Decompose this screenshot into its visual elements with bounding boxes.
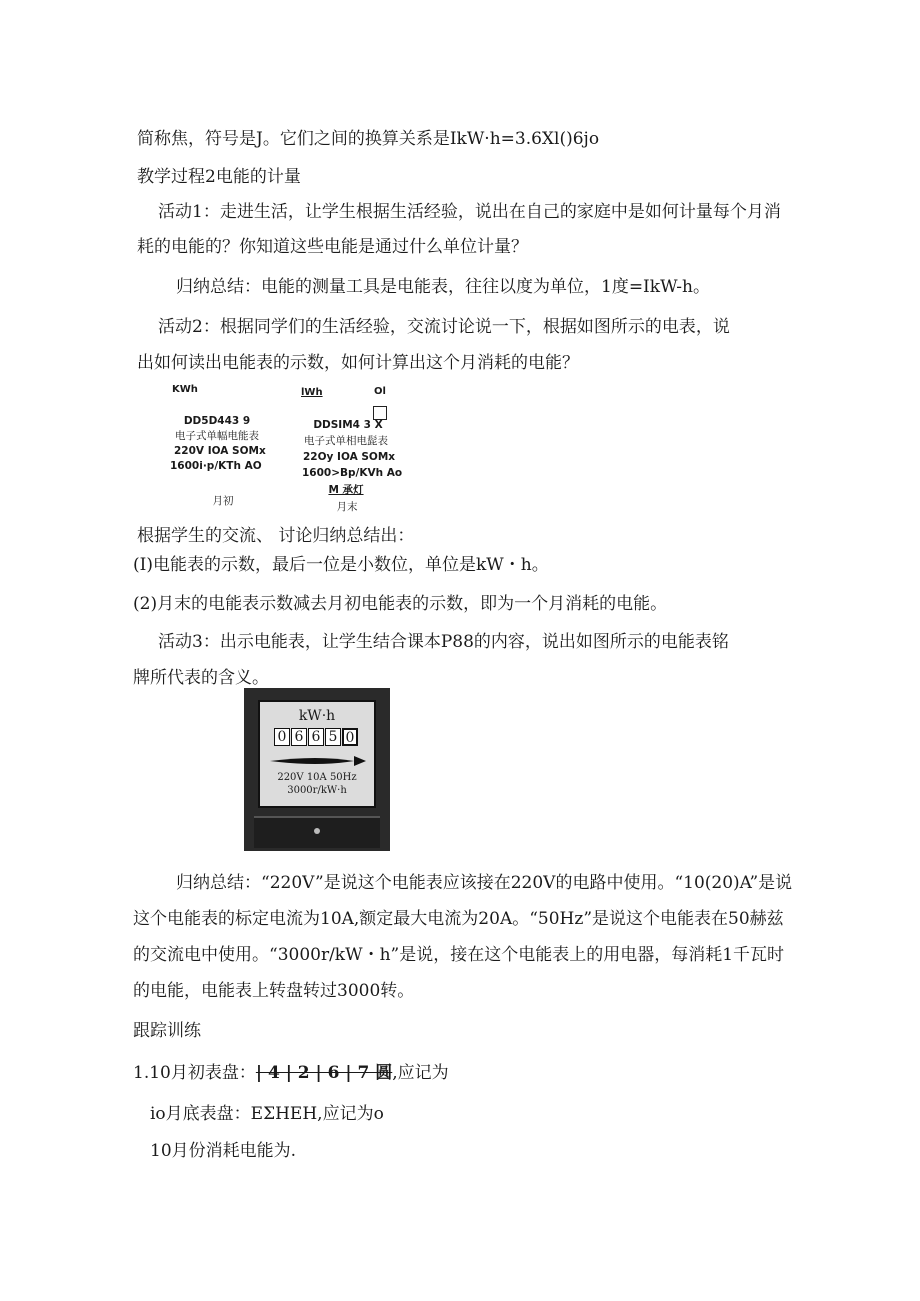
meter-digit-decimal: 0 xyxy=(342,728,358,746)
meter-digit: 5 xyxy=(325,728,341,746)
text-line: 出如何读出电能表的示数，如何计算出这个月消耗的电能？ xyxy=(137,353,579,373)
meter-right-type: 电子式单相电髭表 xyxy=(304,435,388,447)
question-line: io月底表盘：EΣHEH,应记为o xyxy=(150,1104,384,1124)
meter-digit: 6 xyxy=(291,728,307,746)
question-text: ,应记为 xyxy=(392,1063,449,1083)
text-line: 根据学生的交流、 讨论归纳总结出： xyxy=(137,526,415,546)
meter-left-caption: 月初 xyxy=(212,495,234,507)
text-line: 活动2：根据同学们的生活经验，交流讨论说一下，根据如图所示的电表，说 xyxy=(158,317,730,337)
text-line: 归纳总结：“220V”是说这个电能表应该接在220V的电路中使用。“10(20)A”是说 xyxy=(176,873,793,893)
meter-reading-start: | 4 | 2 | 6 | 7 圆 xyxy=(255,1063,393,1083)
meter-right-rating: 22Oy IOA SOMx xyxy=(303,451,396,463)
meter-left-unit: KWh xyxy=(172,384,198,395)
meter-digit: 0 xyxy=(274,728,290,746)
meter-left-constant: 1600i·p/KTh AO xyxy=(170,460,262,472)
text-line: (2)月末的电能表示数减去月初电能表的示数，即为一个月消耗的电能。 xyxy=(133,594,668,614)
meter-face xyxy=(258,700,376,808)
rotation-arrow-icon xyxy=(268,754,368,768)
meter-right-caption: 月末 xyxy=(336,501,358,513)
meter-left-type: 电子式单幅电能表 xyxy=(175,430,259,442)
text-line: 牌所代表的含义。 xyxy=(133,668,269,688)
text-line: 这个电能表的标定电流为10A,额定最大电流为20A。“50Hz”是说这个电能表在50赫兹 xyxy=(133,909,784,929)
meter-left-rating: 220V IOA SOMx xyxy=(174,445,266,457)
meter-spec-rating: 220V 10A 50Hz xyxy=(277,772,357,783)
text-line: 的交流电中使用。“3000r/kW・h”是说，接在这个电能表上的用电器，每消耗1千瓦时 xyxy=(133,945,785,965)
meter-right-lamp: M 承灯 xyxy=(328,484,364,496)
meter-left-model: DD5D443 9 xyxy=(183,415,251,427)
question-line: 10月份消耗电能为. xyxy=(150,1141,297,1161)
section-heading: 跟踪训练 xyxy=(133,1021,201,1041)
text-line: 简称焦，符号是J。它们之间的换算关系是IkW·h=3.6Xl()6jo xyxy=(137,129,600,149)
meter-right-corner: Ol xyxy=(374,386,386,397)
question-line xyxy=(133,1061,449,1085)
text-line: (I)电能表的示数，最后一位是小数位，单位是kW・h。 xyxy=(133,555,549,575)
question-text: 1.10月初表盘： xyxy=(133,1063,256,1083)
meter-right-constant: 1600>Bp/KVh Ao xyxy=(302,467,403,479)
meter-right-model: DDSIM4 3 X xyxy=(313,419,383,431)
meter-digit: 6 xyxy=(308,728,324,746)
screw-icon xyxy=(314,828,320,834)
text-line: 活动3：出示电能表，让学生结合课本P88的内容，说出如图所示的电能表铭 xyxy=(158,632,729,652)
section-heading: 教学过程2电能的计量 xyxy=(137,167,301,187)
meter-unit: kW·h xyxy=(298,708,336,724)
text-line: 归纳总结：电能的测量工具是电能表，往往以度为单位，1度=IkW-h。 xyxy=(176,277,711,297)
meter-digits xyxy=(274,728,358,746)
meter-right-unit: lWh xyxy=(301,387,323,398)
meter-spec-constant: 3000r/kW·h xyxy=(287,785,347,796)
text-line: 的电能，电能表上转盘转过3000转。 xyxy=(133,981,415,1001)
electricity-meter-photo xyxy=(244,688,390,851)
text-line: 耗的电能的？你知道这些电能是通过什么单位计量？ xyxy=(137,237,528,257)
text-line: 活动1：走进生活，让学生根据生活经验，说出在自己的家庭中是如何计量每个月消 xyxy=(158,202,781,222)
